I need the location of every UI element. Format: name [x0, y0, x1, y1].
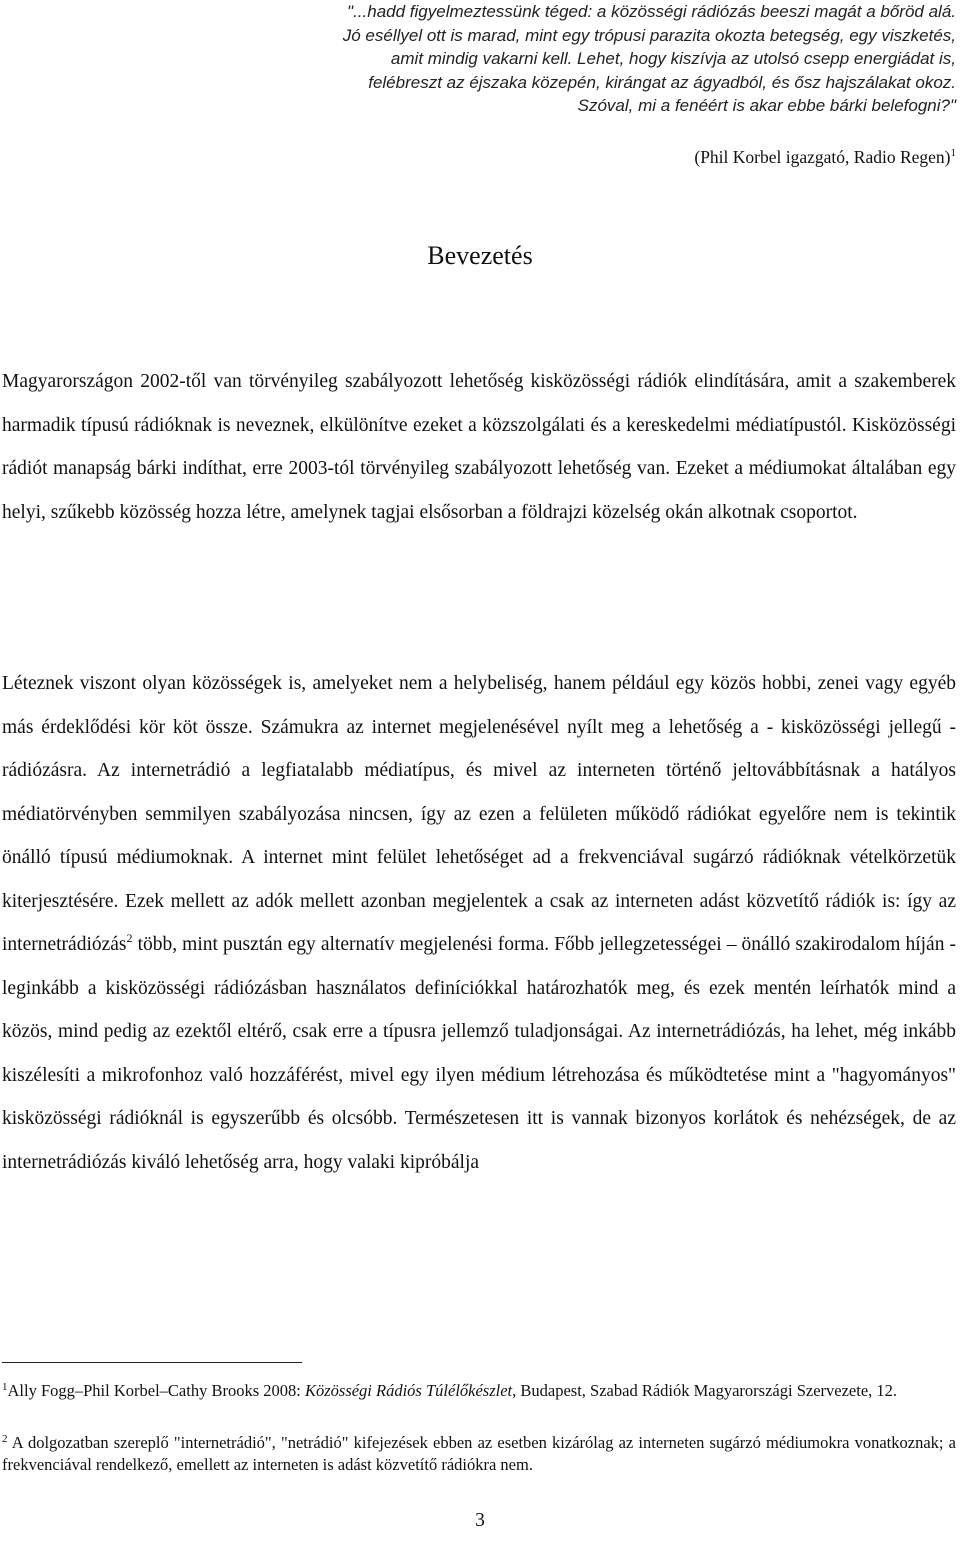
epigraph-line: Szóval, mi a fenéért is akar ebbe bárki belefogni?" — [577, 96, 956, 115]
body-paragraph-2 — [2, 662, 956, 1184]
epigraph-line: "...hadd figyelmeztessünk téged: a közösségi rádiózás beeszi magát a bőröd alá. — [347, 2, 956, 21]
footnote-book-title: Közösségi Rádiós Túlélőkészlet, — [304, 1381, 517, 1400]
footnote-number: 1 — [2, 1381, 8, 1393]
footnote-reference: 2 — [126, 931, 133, 945]
footnote-2 — [2, 1428, 956, 1476]
footnote-text: A dolgozatban szereplő "internetrádió", "netrádió" kifejezések ebben az esetben kizárólag az interneten sugárzó médiumokra vonatkoznak; a frekvenciával rendelkező, emellett az interneten is adást közvetítő rádiókra nem. — [2, 1433, 956, 1474]
footnote-separator — [2, 1362, 302, 1363]
footnote-text: Budapest, Szabad Rádiók Magyarországi Szervezete, 12. — [516, 1381, 898, 1400]
paragraph-text: több, mint pusztán egy alternatív megjelenési forma. Főbb jellegzetességei – önálló szakirodalom híján - leginkább a kisközösségi rádiózásban használatos definíciókkal határozhatók meg, és ezek mentén leírhatók mind a közös, mind pedig az ezektől eltérő, csak erre a típusra jellemző tuladjonságai. Az internetrádiózás, ha lehet, még inkább kiszélesíti a mikrofonhoz való hozzáférést, mivel egy ilyen médium létrehozása és működtetése mint a "hagyományos" kisközösségi rádióknál is egyszerűbb és olcsóbb. Természetesen itt is vannak bizonyos korlátok és nehézségek, de az internetrádiózás kiváló lehetőség arra, hogy valaki kipróbálja — [2, 934, 956, 1173]
epigraph-attribution — [694, 140, 956, 170]
paragraph-text: Léteznek viszont olyan közösségek is, amelyeket nem a helybeliség, hanem például egy közös hobbi, zenei vagy egyéb más érdeklődési kör köt össze. Számukra az internet megjelenésével nyílt meg a lehetőség a - kisközösségi jellegű - rádiózásra. Az internetrádió a legfiatalabb médiatípus, és mivel az interneten történő jeltovábbításnak a hatályos médiatörvényben semmilyen szabályozása nincsen, így az ezen a felületen működő rádiókat egyelőre nem is tekintik önálló típusú médiumoknak. A internet mint felület lehetőséget ad a frekvenciával sugárzó rádióknak vételkörzetük kiterjesztésére. Ezek mellett az adók mellett azonban megjelentek a csak az interneten adást közvetítő rádiók is: így az internetrádiózás — [2, 673, 956, 955]
page-number: 3 — [475, 1510, 485, 1531]
epigraph-line: Jó eséllyel ott is marad, mint egy trópusi parazita okozta betegség, egy viszketés, — [342, 25, 956, 45]
attribution-text: (Phil Korbel igazgató, Radio Regen) — [694, 147, 951, 167]
body-paragraph-1: Magyarországon 2002-től van törvényileg szabályozott lehetőség kisközösségi rádiók elindítására, amit a szakemberek harmadik típusú rádióknak is neveznek, elkülönítve ezeket a közszolgálati és a kereskedelmi médiatípustól. Kisközösségi rádiót manapság bárki indíthat, erre 2003-tól törvényileg szabályozott lehetőség van. Ezeket a médiumokat általában egy helyi, szűkebb közösség hozza létre, amelynek tagjai elsősorban a földrajzi közelség okán alkotnak csoportot. — [2, 371, 956, 523]
epigraph-line: amit mindig vakarni kell. Lehet, hogy kiszívja az utolsó csepp energiádat is, — [390, 49, 956, 68]
footnote-reference: 1 — [950, 147, 956, 159]
footnote-text: Ally Fogg–Phil Korbel–Cathy Brooks 2008: — [7, 1381, 305, 1400]
section-heading: Bevezetés — [427, 241, 533, 270]
epigraph-line: felébreszt az éjszaka közepén, kirángat az ágyadból, és ősz hajszálakat okoz. — [368, 72, 956, 92]
footnote-1 — [2, 1376, 956, 1402]
footnote-number: 2 — [2, 1433, 8, 1445]
epigraph-quote — [236, 0, 956, 118]
